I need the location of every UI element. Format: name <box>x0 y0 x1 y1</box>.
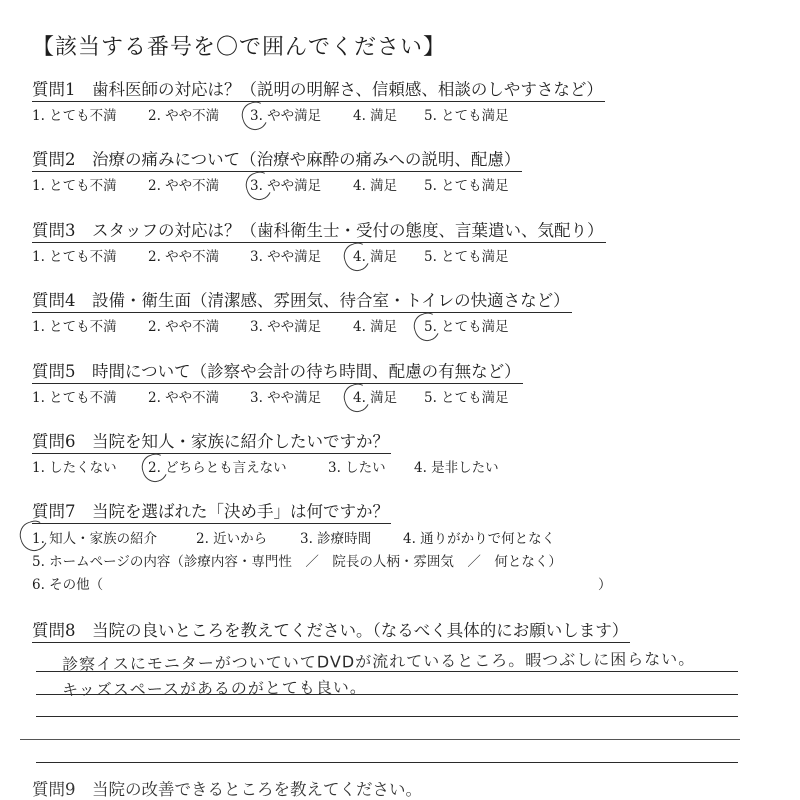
question-1-title: 質問1 歯科医師の対応は？（説明の明解さ、信頼感、相談のしやすさなど） <box>32 80 605 102</box>
q5-option-4[interactable]: 4. 満足 <box>353 390 398 406</box>
q8-handwritten-answer-line-1: 診察イスにモニターがついていてDVDが流れているところ。暇つぶしに困らない。 <box>61 649 696 674</box>
question-7-title: 質問7 当院を選ばれた「決め手」は何ですか？ <box>32 502 391 524</box>
q1-option-4[interactable]: 4. 満足 <box>353 108 398 124</box>
question-4-title: 質問4 設備・衛生面（清潔感、雰囲気、待合室・トイレの快適さなど） <box>32 291 572 313</box>
q1-selection-circle <box>238 99 271 134</box>
q2-option-5[interactable]: 5. とても満足 <box>424 178 509 194</box>
q1-option-1[interactable]: 1. とても不満 <box>32 108 117 124</box>
q3-option-4[interactable]: 4. 満足 <box>353 249 398 265</box>
q4-option-1[interactable]: 1. とても不満 <box>32 319 117 335</box>
q8-answer-rule-3 <box>36 716 738 717</box>
q1-option-5[interactable]: 5. とても満足 <box>424 108 509 124</box>
q3-option-1[interactable]: 1. とても不満 <box>32 249 117 265</box>
q4-option-2[interactable]: 2. やや不満 <box>148 319 220 335</box>
q6-option-4[interactable]: 4. 是非したい <box>414 460 499 476</box>
q3-option-3[interactable]: 3. やや満足 <box>250 249 322 265</box>
q8-answer-rule-2 <box>36 694 738 695</box>
q3-selection-circle <box>340 240 373 275</box>
q5-option-3[interactable]: 3. やや満足 <box>250 390 322 406</box>
q4-option-5[interactable]: 5. とても満足 <box>424 319 509 335</box>
question-6-title: 質問6 当院を知人・家族に紹介したいですか？ <box>32 432 391 454</box>
q5-selection-circle <box>340 381 373 416</box>
question-8-title: 質問8 当院の良いところを教えてください。（なるべく具体的にお願いします） <box>32 621 630 643</box>
q3-option-2[interactable]: 2. やや不満 <box>148 249 220 265</box>
question-2-title: 質問2 治療の痛みについて（治療や麻酔の痛みへの説明、配慮） <box>32 150 522 172</box>
q6-selection-circle <box>138 451 171 486</box>
q8-answer-rule-1 <box>36 671 738 672</box>
q7-option-3[interactable]: 3. 診療時間 <box>300 531 372 547</box>
q2-option-4[interactable]: 4. 満足 <box>353 178 398 194</box>
q6-option-1[interactable]: 1. したくない <box>32 460 117 476</box>
q3-option-5[interactable]: 5. とても満足 <box>424 249 509 265</box>
q5-option-2[interactable]: 2. やや不満 <box>148 390 220 406</box>
question-3-title: 質問3 スタッフの対応は？（歯科衛生士・受付の態度、言葉遣い、気配り） <box>32 221 606 243</box>
q6-option-3[interactable]: 3. したい <box>328 460 386 476</box>
q7-option-1[interactable]: 1. 知人・家族の紹介 <box>32 531 158 547</box>
q8-handwritten-answer-line-2: キッズスペースがあるのがとても良い。 <box>61 677 367 700</box>
q7-option-2[interactable]: 2. 近いから <box>196 531 268 547</box>
q4-selection-circle <box>410 310 443 345</box>
q6-option-2[interactable]: 2. どちらとも言えない <box>148 460 287 476</box>
q1-option-3[interactable]: 3. やや満足 <box>250 108 322 124</box>
q1-option-2[interactable]: 2. やや不満 <box>148 108 220 124</box>
q8-answer-rule-4 <box>20 739 740 740</box>
q4-option-4[interactable]: 4. 満足 <box>353 319 398 335</box>
question-9-title-partial: 質問9 当院の改善できるところを教えてください。 <box>32 780 422 799</box>
q8-answer-rule-5 <box>36 762 738 763</box>
q7-option-6[interactable]: 6. その他（ <box>32 577 104 593</box>
q5-option-5[interactable]: 5. とても満足 <box>424 390 509 406</box>
q7-other-close-paren: ） <box>598 577 612 593</box>
q7-option-5[interactable]: 5. ホームページの内容（診療内容・専門性 ／ 院長の人柄・雰囲気 ／ 何となく） <box>32 554 562 570</box>
survey-heading: 【該当する番号を〇で囲んでください】 <box>32 35 447 60</box>
q2-option-2[interactable]: 2. やや不満 <box>148 178 220 194</box>
q7-option-4[interactable]: 4. 通りがかりで何となく <box>403 531 556 547</box>
q2-selection-circle <box>242 169 275 204</box>
q2-option-3[interactable]: 3. やや満足 <box>250 178 322 194</box>
question-5-title: 質問5 時間について（診察や会計の待ち時間、配慮の有無など） <box>32 362 523 384</box>
q4-option-3[interactable]: 3. やや満足 <box>250 319 322 335</box>
q2-option-1[interactable]: 1. とても不満 <box>32 178 117 194</box>
q5-option-1[interactable]: 1. とても不満 <box>32 390 117 406</box>
